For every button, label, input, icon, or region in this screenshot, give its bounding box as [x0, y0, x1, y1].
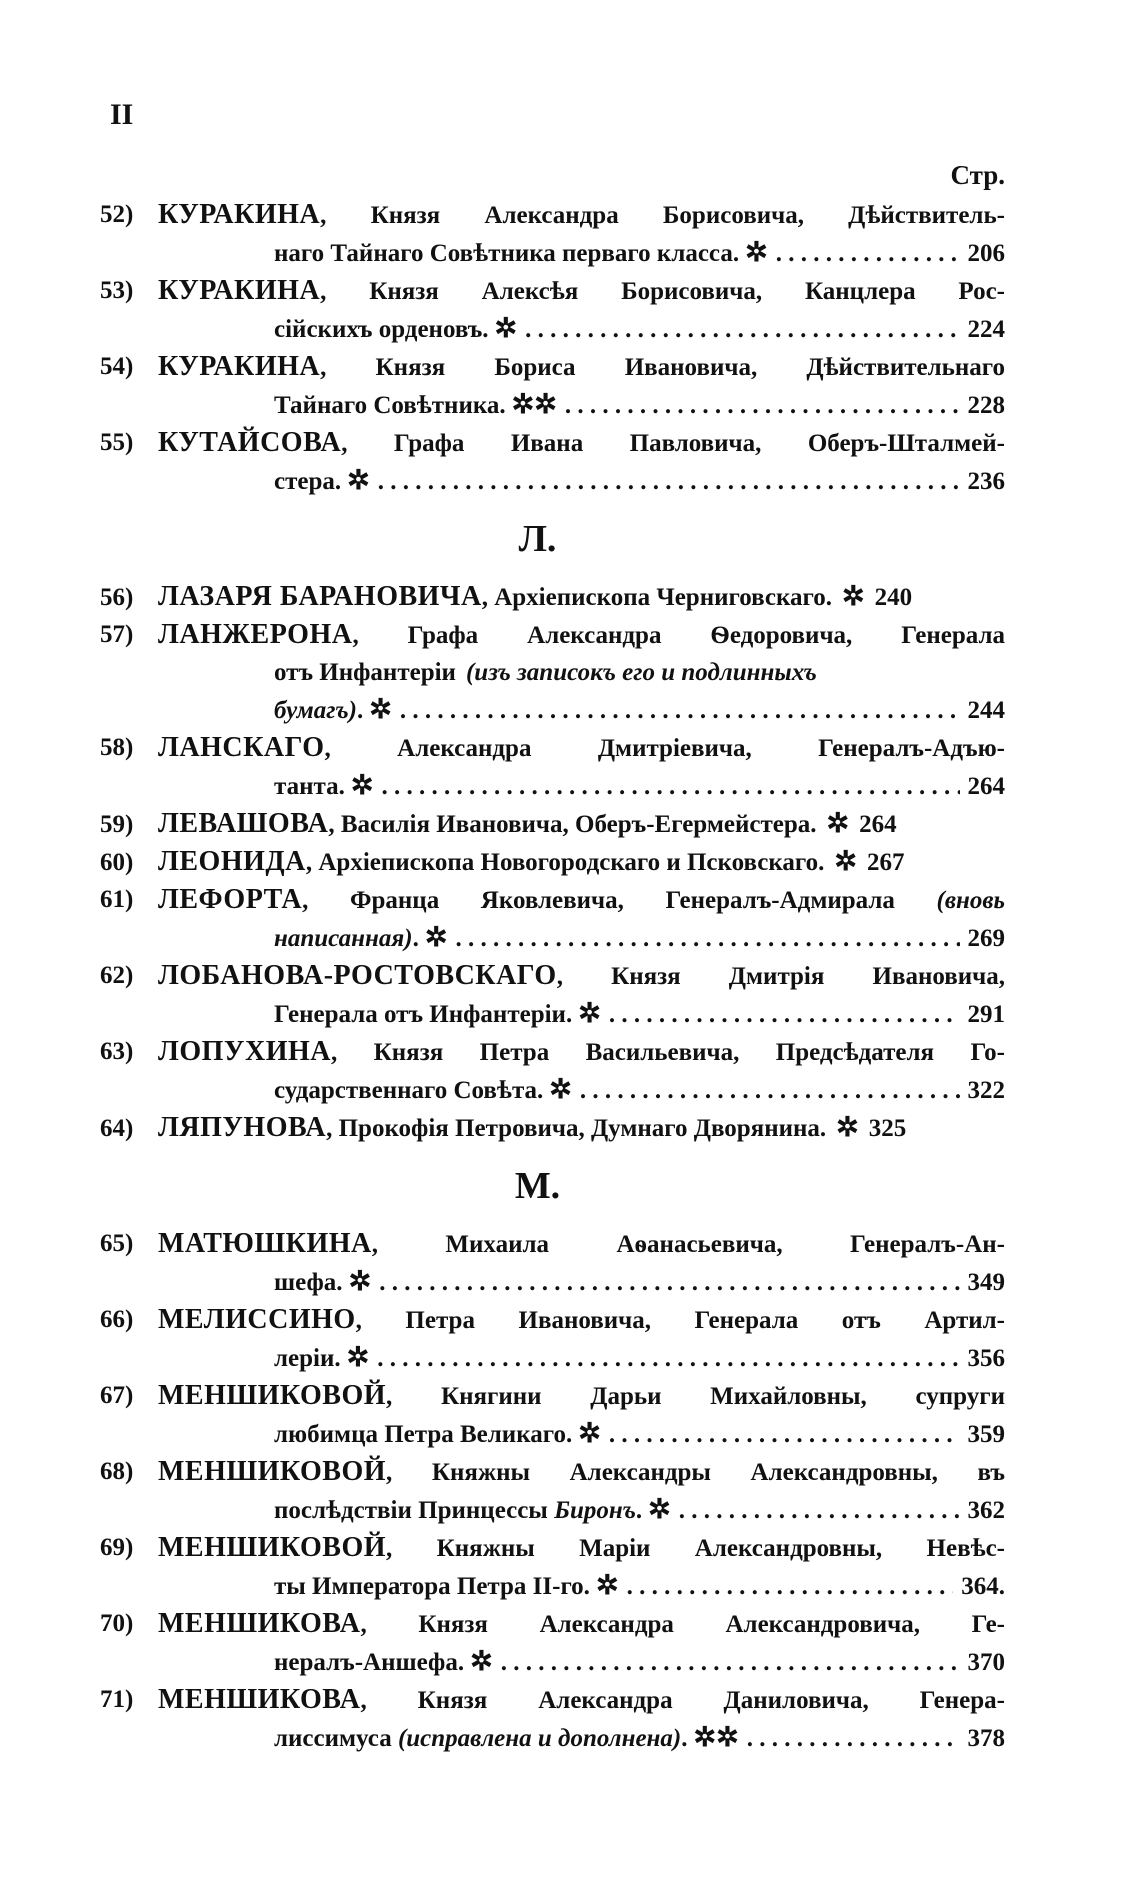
entry-title [158, 1109, 826, 1147]
entry-number: 64) [100, 1115, 134, 1142]
asterisk-mark: ✲ [549, 1074, 572, 1104]
toc-entry[interactable] [100, 805, 1005, 843]
entry-continuation: нералъ-Аншефа. [274, 1649, 465, 1676]
entry-name: КУРАКИНА [158, 351, 321, 382]
dot-leader [679, 1492, 960, 1529]
entry-name: ЛЕФОРТА [158, 884, 303, 915]
toc-entry[interactable] [100, 957, 1005, 1033]
entry-first-line [100, 957, 1005, 995]
entry-page-number: 269 [967, 925, 1005, 952]
entry-continuation-text [274, 1071, 572, 1109]
entry-punct: . [681, 1725, 688, 1752]
entry-title [158, 196, 1005, 234]
entry-page-number: 370 [967, 1649, 1005, 1676]
asterisk-mark: ✲ [834, 846, 858, 876]
entry-page-number: 236 [967, 468, 1005, 495]
entry-continuation-line [100, 691, 1005, 729]
toc-entry[interactable] [100, 1377, 1005, 1453]
entry-first-line [100, 1453, 1005, 1491]
entry-description: , Княжны Александры Александровны, въ [386, 1459, 1005, 1486]
asterisk-mark: ✲ [347, 465, 370, 495]
entry-continuation: сійскихъ орденовъ. [274, 316, 489, 343]
entry-description: , Князя Петра Васильевича, Предсѣдателя Го- [330, 1039, 1005, 1066]
entry-title [158, 272, 1005, 310]
entry-continuation-line [100, 1643, 1005, 1681]
entry-number: 59) [100, 811, 134, 838]
entry-number: 56) [100, 584, 134, 611]
entry-note: написанная) [274, 925, 413, 952]
dot-leader [501, 1644, 960, 1681]
dot-leader [627, 1568, 954, 1605]
entry-note: Биронъ [554, 1497, 636, 1524]
entry-first-line [100, 196, 1005, 234]
entry-punct: . [356, 697, 364, 724]
entry-description: , Князя Александра Александровича, Ге- [360, 1611, 1005, 1638]
dot-leader [379, 1264, 959, 1301]
entry-continuation: шефа. [274, 1269, 343, 1296]
entry-first-line [100, 272, 1005, 310]
entry-description: , Княжны Маріи Александровны, Невѣс- [386, 1535, 1005, 1562]
entry-continuation-text [274, 310, 517, 348]
entry-title [158, 424, 1005, 462]
entry-first-line [100, 1033, 1005, 1071]
entry-description: , Князя Бориса Ивановича, Дѣйствительнаго [320, 354, 1005, 381]
entry-title [158, 578, 832, 616]
entry-name: ЛОБАНОВА-РОСТОВСКАГО [158, 960, 557, 991]
entry-continuation-line [100, 462, 1005, 500]
entry-continuation: стера. [274, 468, 342, 495]
entry-number: 62) [100, 962, 134, 989]
entry-number: 52) [100, 201, 134, 228]
entry-number: 57) [100, 621, 134, 648]
entry-continuation-text [274, 995, 601, 1033]
entry-continuation-line [100, 234, 1005, 272]
entry-description: , Александра Дмитріевича, Генералъ-Адъю- [324, 735, 1005, 762]
entry-first-line [100, 1301, 1005, 1339]
entry-continuation-line [100, 1567, 1005, 1605]
toc-entry[interactable] [100, 729, 1005, 805]
entry-name: МАТЮШКИНА [158, 1228, 372, 1259]
entry-continuation-text [274, 767, 373, 805]
entry-continuation-text [274, 1567, 619, 1605]
entry-number: 70) [100, 1610, 134, 1637]
entry-first-line [100, 1377, 1005, 1415]
entry-number: 58) [100, 734, 134, 761]
entry-number: 69) [100, 1534, 134, 1561]
entry-description: , Василія Ивановича, Оберъ-Егермейстера. [328, 811, 817, 838]
entry-description: , Князя Александра Даниловича, Генера- [360, 1687, 1005, 1714]
dot-leader [609, 1416, 960, 1453]
dot-leader [565, 387, 960, 424]
entry-note: (исправлена и дополнена) [397, 1725, 682, 1752]
entry-note: бумагъ) [274, 697, 357, 724]
entry-continuation-text [274, 1339, 369, 1377]
entry-number: 53) [100, 277, 134, 304]
entry-continuation: лиссимуса [274, 1725, 392, 1752]
entry-description: , Графа Ивана Павловича, Оберъ-Шталмей- [341, 430, 1005, 457]
entry-page-number: 362 [967, 1497, 1005, 1524]
entry-number: 68) [100, 1458, 134, 1485]
entry-name: МЕНШИКОВА [158, 1608, 361, 1639]
entry-continuation-line [100, 310, 1005, 348]
entry-first-line [100, 881, 1005, 919]
entry-continuation: наго Тайнаго Совѣтника перваго класса. [274, 240, 740, 267]
entry-name: ЛАЗАРЯ БАРАНОВИЧА [158, 581, 482, 612]
entry-continuation-line [100, 386, 1005, 424]
entry-page-number: 244 [967, 697, 1005, 724]
entry-continuation-line [100, 1719, 1005, 1757]
entry-page-number: 228 [967, 392, 1005, 419]
entry-title [158, 843, 824, 881]
entry-first-line [100, 1225, 1005, 1263]
dot-leader [580, 1072, 960, 1109]
asterisk-mark: ✲ [578, 1418, 601, 1448]
entry-name: МЕНШИКОВОЙ [158, 1456, 387, 1487]
asterisk-mark: ✲ [648, 1494, 671, 1524]
entry-number: 67) [100, 1382, 134, 1409]
asterisk-mark: ✲✲ [511, 389, 557, 419]
entry-continuation: танта. [274, 773, 345, 800]
entry-first-line [100, 805, 1005, 843]
entry-first-line [100, 843, 1005, 881]
toc-entry[interactable] [100, 1301, 1005, 1377]
entry-continuation-line [100, 1415, 1005, 1453]
entry-description: , Князя Дмитрія Ивановича, [556, 963, 1005, 990]
entry-description: , Прокофія Петровича, Думнаго Дворянина. [326, 1115, 827, 1142]
entry-continuation: сударственнаго Совѣта. [274, 1077, 544, 1104]
asterisk-mark: ✲ [826, 808, 850, 838]
asterisk-mark: ✲ [424, 922, 448, 952]
entry-name: МЕНШИКОВОЙ [158, 1380, 387, 1411]
entry-continuation-text [274, 1719, 739, 1757]
entry-number: 71) [100, 1686, 134, 1713]
entry-first-line [100, 1681, 1005, 1719]
entry-continuation-text [274, 1263, 371, 1301]
entry-continuation-line [100, 919, 1005, 957]
dot-leader [400, 692, 960, 729]
entry-description: , Княгини Дарьи Михайловны, супруги [386, 1383, 1005, 1410]
asterisk-mark: ✲ [595, 1570, 619, 1600]
entry-name: МЕНШИКОВОЙ [158, 1532, 387, 1563]
dot-leader [525, 311, 959, 348]
entry-continuation: Тайнаго Совѣтника. [274, 392, 506, 419]
entry-title [158, 1529, 1005, 1567]
entry-page-number: 267 [867, 849, 905, 876]
entry-first-line [100, 1529, 1005, 1567]
entry-title [158, 881, 1005, 919]
entry-page-number: 224 [967, 316, 1005, 343]
entry-page-number: 264 [859, 811, 897, 838]
entry-description: , Франца Яковлевича, Генералъ-Адмирала [302, 887, 895, 914]
toc-entry[interactable] [100, 1109, 1005, 1147]
section-letter: М. [514, 1165, 561, 1207]
entry-title [158, 1377, 1005, 1415]
toc-entry[interactable] [100, 348, 1005, 424]
asterisk-mark: ✲ [745, 237, 768, 267]
entry-name: МЕЛИССИНО [158, 1304, 356, 1335]
entry-name: ЛОПУХИНА [158, 1036, 331, 1067]
toc-entry[interactable] [100, 578, 1005, 616]
entry-number: 66) [100, 1306, 134, 1333]
entry-continuation: леріи. [274, 1345, 341, 1372]
entry-page-number: 240 [874, 584, 913, 611]
entry-description: , Петра Ивановича, Генерала отъ Артил- [355, 1307, 1005, 1334]
toc-entry[interactable] [100, 1453, 1005, 1529]
entry-page-number: 206 [967, 240, 1005, 267]
entry-continuation: любимца Петра Великаго. [274, 1421, 573, 1448]
entry-title [158, 957, 1005, 995]
entry-continuation-text [274, 691, 392, 729]
dot-leader [776, 235, 960, 272]
asterisk-mark: ✲✲ [693, 1722, 739, 1752]
entry-continuation: ты Императора Петра II-го. [274, 1573, 590, 1600]
entry-description: , Князя Александра Борисовича, Дѣйствитель- [320, 202, 1005, 229]
entry-continuation-line [100, 767, 1005, 805]
entry-name: КУРАКИНА [158, 199, 321, 230]
entry-continuation-text [274, 1491, 671, 1529]
entry-name: ЛЕОНИДА [158, 846, 306, 877]
section-letter: Л. [518, 518, 557, 560]
entry-continuation-text [274, 919, 447, 957]
entry-first-line [100, 616, 1005, 654]
page-number: II [110, 98, 134, 131]
toc-entry[interactable] [100, 1681, 1005, 1757]
entry-name: КУТАЙСОВА [158, 427, 342, 458]
entry-continuation-line [100, 1071, 1005, 1109]
entry-first-line [100, 424, 1005, 462]
asterisk-mark: ✲ [578, 998, 601, 1028]
entry-name: ЛЕВАШОВА [158, 808, 329, 839]
entry-continuation: послѣдствіи Принцессы [274, 1497, 548, 1524]
dot-leader [377, 1340, 959, 1377]
toc-entry[interactable] [100, 1529, 1005, 1605]
entry-first-line [100, 348, 1005, 386]
table-of-contents [100, 196, 1005, 1757]
entry-continuation-text [274, 462, 370, 500]
entry-number: 63) [100, 1038, 134, 1065]
entry-page-number: 349 [967, 1269, 1005, 1296]
toc-entry[interactable] [100, 881, 1005, 957]
dot-leader [455, 920, 959, 957]
asterisk-mark: ✲ [836, 1112, 859, 1142]
asterisk-mark: ✲ [348, 1266, 372, 1296]
entry-note: (изъ записокъ его и подлинныхъ [465, 659, 817, 686]
entry-description: , Архіепископа Черниговскаго. [481, 584, 833, 611]
entry-continuation-text [274, 1643, 493, 1681]
entry-name: ЛАНСКАГО [158, 732, 325, 763]
entry-note: (вновь [894, 887, 1005, 914]
entry-continuation-text [274, 1415, 601, 1453]
entry-page-number: 378 [967, 1725, 1005, 1752]
entry-continuation: Генерала отъ Инфантеріи. [274, 1001, 573, 1028]
entry-number: 65) [100, 1230, 134, 1257]
toc-entry[interactable] [100, 272, 1005, 348]
entry-page-number: 325 [868, 1115, 907, 1142]
asterisk-mark: ✲ [350, 770, 374, 800]
entry-page-number: 356 [967, 1345, 1005, 1372]
entry-description: , Князя Алексѣя Борисовича, Канцлера Рос- [320, 278, 1005, 305]
entry-title [158, 616, 1005, 654]
entry-description: , Графа Александра Ѳедоровича, Генерала [352, 622, 1005, 649]
asterisk-mark: ✲ [369, 694, 392, 724]
dot-leader [609, 996, 960, 1033]
entry-number: 54) [100, 353, 134, 380]
entry-title [158, 1033, 1005, 1071]
entry-title [158, 348, 1005, 386]
toc-entry[interactable] [100, 1225, 1005, 1301]
entry-number: 61) [100, 886, 134, 913]
entry-title [158, 1225, 1005, 1263]
entry-title [158, 1681, 1005, 1719]
dot-leader [378, 463, 960, 500]
entry-title [158, 1605, 1005, 1643]
entry-page-number: 264 [967, 773, 1005, 800]
entry-continuation-line [100, 1339, 1005, 1377]
entry-description: , Михаила Аѳанасьевича, Генералъ-Ан- [371, 1231, 1005, 1258]
entry-page-number: 359 [967, 1421, 1005, 1448]
toc-entry[interactable] [100, 843, 1005, 881]
entry-description: , Архіепископа Новогородскаго и Псковскаго. [305, 849, 825, 876]
asterisk-mark: ✲ [470, 1646, 493, 1676]
entry-title [158, 1301, 1005, 1339]
asterisk-mark: ✲ [842, 581, 865, 611]
asterisk-mark: ✲ [346, 1342, 370, 1372]
asterisk-mark: ✲ [494, 313, 518, 343]
entry-title [158, 805, 817, 843]
entry-punct: . [412, 925, 419, 952]
toc-entry[interactable] [100, 616, 1005, 729]
entry-continuation-text [274, 386, 557, 424]
entry-page-number: 322 [967, 1077, 1005, 1104]
entry-continuation: отъ Инфантеріи [274, 659, 456, 686]
entry-name: ЛЯПУНОВА [158, 1112, 327, 1143]
entry-name: ЛАНЖЕРОНА [158, 619, 353, 650]
entry-name: МЕНШИКОВА [158, 1684, 361, 1715]
entry-number: 60) [100, 849, 134, 876]
toc-entry[interactable] [100, 1033, 1005, 1109]
entry-page-number: 291 [967, 1001, 1005, 1028]
entry-page-number: 364. [961, 1573, 1005, 1600]
toc-entry[interactable] [100, 424, 1005, 500]
entry-first-line [100, 729, 1005, 767]
entry-continuation-line [100, 1491, 1005, 1529]
entry-first-line [100, 1605, 1005, 1643]
entry-continuation-line [100, 654, 1005, 691]
entry-continuation-line [100, 1263, 1005, 1301]
entry-number: 55) [100, 429, 134, 456]
entry-title [158, 729, 1005, 767]
dot-leader [381, 768, 959, 805]
entry-punct: . [635, 1497, 643, 1524]
entry-name: КУРАКИНА [158, 275, 321, 306]
entry-title [158, 1453, 1005, 1491]
toc-entry[interactable] [100, 1605, 1005, 1681]
entry-first-line [100, 578, 1005, 616]
toc-entry[interactable] [100, 196, 1005, 272]
page-column-label: Стр. [950, 160, 1005, 190]
entry-continuation-line [100, 995, 1005, 1033]
entry-continuation-text [274, 234, 768, 272]
dot-leader [747, 1720, 960, 1757]
entry-first-line [100, 1109, 1005, 1147]
